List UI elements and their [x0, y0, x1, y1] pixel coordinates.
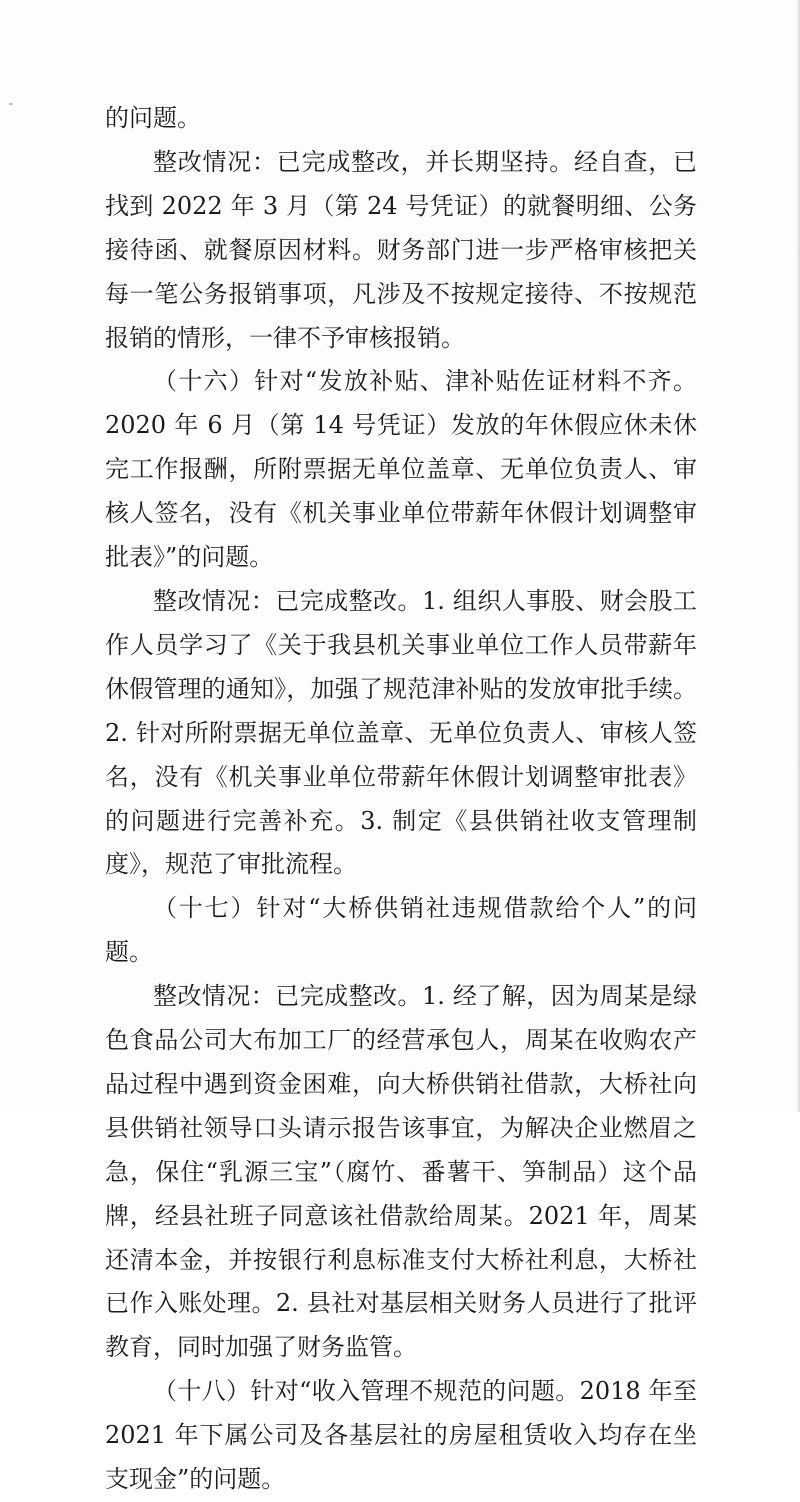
- paragraph-issue-18: （十八）针对“收入管理不规范的问题。2018 年至 2021 年下属公司及各基层社的房屋租赁收入均存在坐支现金”的问题。: [105, 1377, 697, 1494]
- paragraph-carryover: 的问题。: [105, 104, 201, 132]
- paragraph-rectification-15: 整改情况：已完成整改，并长期坚持。经自查，已找到 2022 年 3 月（第 24 号凭证）的就餐明细、公务接待函、就餐原因材料。财务部门进一步严格审核把关每一笔公务报销事项，凡涉及不按规定接待、不按规范报销的情形，一律不予审核报销。: [105, 147, 697, 352]
- paragraph-issue-16: （十六）针对“发放补贴、津补贴佐证材料不齐。2020 年 6 月（第 14 号凭证）发放的年休假应休未休完工作报酬，所附票据无单位盖章、无单位负责人、审核人签名，没有《机关事业单位带薪年休假计划调整审批表》”的问题。: [105, 367, 697, 572]
- paragraph-issue-17: （十七）针对“大桥供销社违规借款给个人”的问题。: [105, 894, 697, 967]
- paragraph-rectification-17: 整改情况：已完成整改。1. 经了解，因为周某是绿色食品公司大布加工厂的经营承包人，周某在收购农产品过程中遇到资金困难，向大桥供销社借款，大桥社向县供销社领导口头请示报告该事宜，为解决企业燃眉之急，保住“乳源三宝”（腐竹、番薯干、笋制品）这个品牌，经县社班子同意该社借款给周某。2021 年，周某还清本金，并按银行利息标准支付大桥社利息，大桥社已作入账处理。2. 县社对基层相关财务人员进行了批评教育，同时加强了财务监管。: [105, 982, 697, 1362]
- paragraph-rectification-16: 整改情况：已完成整改。1. 组织人事股、财会股工作人员学习了《关于我县机关事业单位工作人员带薪年休假管理的通知》，加强了规范津补贴的发放审批手续。2. 针对所附票据无单位盖章、无单位负责人、审核人签名，没有《机关事业单位带薪年休假计划调整审批表》的问题进行完善补充。3. 制定《县供销社收支管理制度》，规范了审批流程。: [105, 586, 697, 879]
- scan-speck: [9, 103, 13, 105]
- document-body: [105, 97, 697, 1502]
